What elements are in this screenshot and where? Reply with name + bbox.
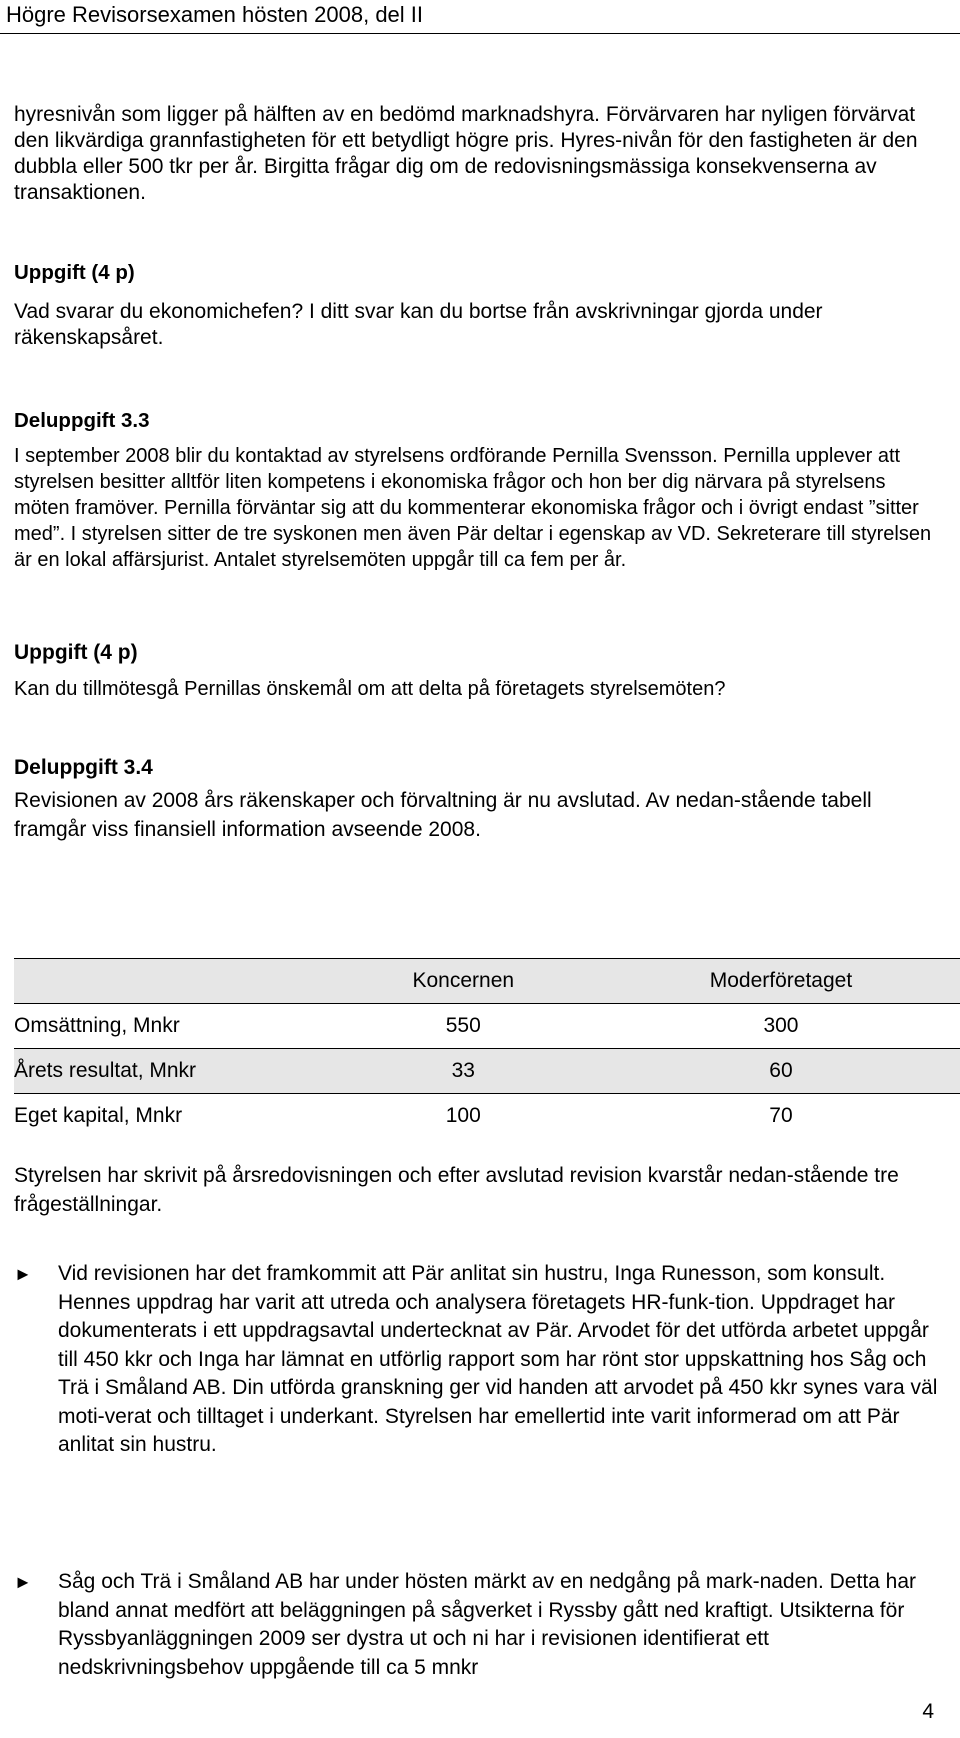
list-item-text: Vid revisionen har det framkommit att Pär anlitat sin hustru, Inga Runesson, som konsult. Hennes uppdrag har varit att utreda och analysera företagets HR-funk-tion. Uppdraget har dokumenterats i ett uppdragsavtal undertecknat av Pär. Arvodet för det utförda arbetet uppgår till 450 kkr och Inga har lämnat en utförlig rapport som har rönt stor uppskattning hos Såg och Trä i Småland AB. Din utförda granskning ger vid handen att arvodet på 450 kkr synes vara väl moti-verat och tilltaget i underkant. Styrelsen har emellertid inte varit informerad om att Pär anlitat sin hustru. [58, 1262, 938, 1456]
bullet-arrow-icon: ► [14, 1264, 32, 1284]
list-item [14, 1568, 944, 1682]
table-row [14, 1004, 960, 1049]
cell-koncernen: 100 [367, 1094, 560, 1139]
part-3-3-body: I september 2008 blir du kontaktad av styrelsens ordförande Pernilla Svensson. Pernilla upplever att styrelsen besitter alltför liten kompetens i ekonomiska frågor och hon ber dig närvara på styrelsens möten framöver. Pernilla förväntar sig att du kommenterar ekonomiska frågor och i övrigt endast ”sitter med”. I styrelsen sitter de tre syskonen men även Pär deltar i egenskap av VD. Sekreterare till styrelsen är en lokal affärsjurist. Antalet styrelsemöten uppgår till ca fem per år. [14, 445, 932, 571]
column-header-blank [14, 959, 367, 1004]
cell-moderforetaget: 60 [560, 1049, 960, 1094]
after-table-paragraph: Styrelsen har skrivit på årsredovisningen och efter avslutad revision kvarstår nedan-stående tre frågeställningar. [14, 1164, 899, 1216]
intro-paragraph: hyresnivån som ligger på hälften av en bedömd marknadshyra. Förvärvaren har nyligen förvärvat den likvärdiga grannfastigheten för ett betydligt högre pris. Hyres-nivån för den fastigheten är den dubbla eller 500 tkr per år. Birgitta frågar dig om de redovisningsmässiga konsekvenserna av transaktionen. [14, 103, 918, 204]
task-1-heading: Uppgift (4 p) [14, 261, 135, 284]
document-title: Högre Revisorsexamen hösten 2008, del II [6, 2, 424, 27]
financial-table [14, 958, 960, 1138]
list-item-text: Såg och Trä i Småland AB har under hösten märkt av en nedgång på mark-naden. Detta har bland annat medfört att beläggningen på sågverket i Ryssby gått ned kraftigt. Utsikterna för Ryssbyanläggningen 2009 ser dystra ut och ni har i revisionen identifierat ett nedskrivningsbehov uppgående till ca 5 mnkr [58, 1570, 917, 1679]
column-header-moderforetaget: Moderföretaget [560, 959, 960, 1004]
bullet-arrow-icon: ► [14, 1572, 32, 1592]
part-3-4-heading: Deluppgift 3.4 [14, 756, 153, 779]
cell-moderforetaget: 300 [560, 1004, 960, 1049]
part-3-3-heading: Deluppgift 3.3 [14, 409, 150, 432]
row-label: Eget kapital, Mnkr [14, 1094, 367, 1139]
row-label: Omsättning, Mnkr [14, 1004, 367, 1049]
page-header [0, 0, 960, 34]
cell-koncernen: 33 [367, 1049, 560, 1094]
page-number: 4 [922, 1700, 934, 1723]
task-2-question: Kan du tillmötesgå Pernillas önskemål om att delta på företagets styrelsemöten? [14, 678, 726, 700]
table-row [14, 1094, 960, 1139]
task-2-heading: Uppgift (4 p) [14, 641, 138, 664]
list-item [14, 1260, 944, 1460]
cell-moderforetaget: 70 [560, 1094, 960, 1139]
table-row [14, 1049, 960, 1094]
row-label: Årets resultat, Mnkr [14, 1049, 367, 1094]
column-header-koncernen: Koncernen [367, 959, 560, 1004]
task-1-question: Vad svarar du ekonomichefen? I ditt svar kan du bortse från avskrivningar gjorda under räkenskapsåret. [14, 300, 823, 349]
cell-koncernen: 550 [367, 1004, 560, 1049]
table-header-row [14, 959, 960, 1004]
part-3-4-body: Revisionen av 2008 års räkenskaper och förvaltning är nu avslutad. Av nedan-stående tabell framgår viss finansiell information avseende 2008. [14, 789, 872, 841]
